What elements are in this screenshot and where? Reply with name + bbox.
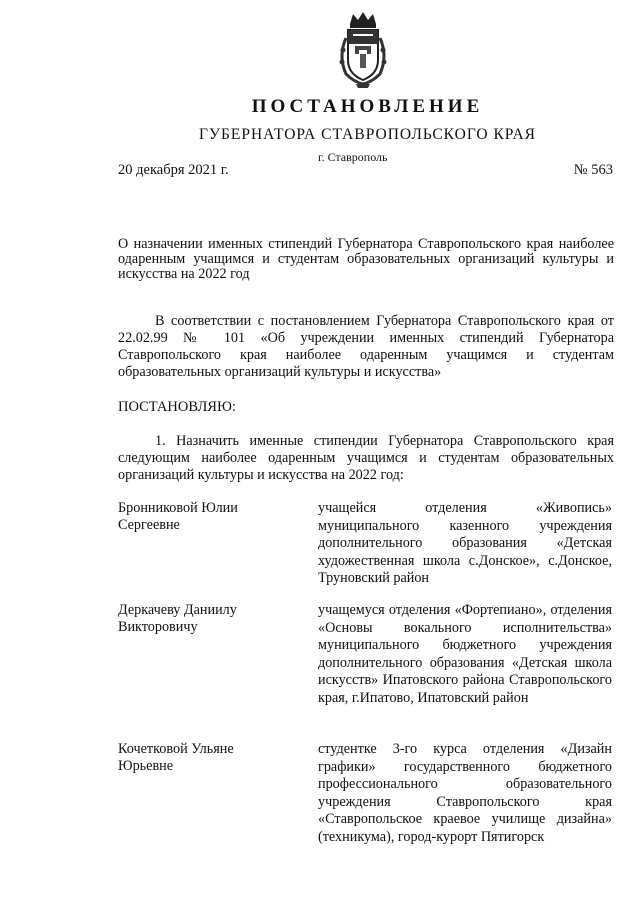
- document-date: 20 декабря 2021 г.: [118, 162, 229, 178]
- document-title: ПОСТАНОВЛЕНИЕ: [251, 96, 484, 117]
- intro-paragraph: В соответствии с постановлением Губернатора Ставропольского края от 22.02.99 № 101 «Об учреждении именных стипендий Губернатора Ставропольского края наиболее одаренным учащимся и студентам образовательных организаций культуры и искусства»: [118, 313, 614, 380]
- recipient-surname-name: Деркачеву Даниилу: [118, 602, 237, 618]
- stavropol-coat-of-arms-icon: [336, 10, 390, 88]
- document-number: № 563: [573, 162, 613, 178]
- recipient-name: [118, 602, 298, 636]
- recipient-surname-name: Кочетковой Ульяне: [118, 741, 234, 757]
- recipient-patronymic: Викторовичу: [118, 619, 198, 635]
- recipient-description: учащемуся отделения «Фортепиано», отделения «Основы вокального исполнительства» муниципального бюджетного учреждения дополнительного образования «Детская школа искусств» Ипатовского района Ставропольского края, г.Ипатово, Ипатовский район: [318, 602, 612, 706]
- recipient-description: студентке 3-го курса отделения «Дизайн графики» государственного бюджетного профессионального образовательного учреждения Ставропольского края «Ставропольское краевое училище дизайна» (техникума), город-курорт Пятигорск: [318, 741, 612, 845]
- recipient-name: [118, 741, 298, 775]
- recipient-description: учащейся отделения «Живопись» муниципального казенного учреждения дополнительного образования «Детская художественная школа с.Донское», с.Донское, Труновский район: [318, 500, 612, 586]
- recipient-patronymic: Сергеевне: [118, 517, 180, 533]
- recipient-surname-name: Бронниковой Юлии: [118, 500, 238, 516]
- document-subtitle: ГУБЕРНАТОРА СТАВРОПОЛЬСКОГО КРАЯ: [199, 126, 536, 143]
- document-heading: О назначении именных стипендий Губернатора Ставропольского края наиболее одаренным учащимся и студентам образовательных организаций культуры и искусства на 2022 год: [118, 236, 614, 282]
- recipient-patronymic: Юрьевне: [118, 758, 174, 774]
- item-1-paragraph: 1. Назначить именные стипендии Губернатора Ставропольского края следующим наиболее одаренным учащимся и студентам образовательных организаций культуры и искусства на 2022 год:: [118, 433, 614, 483]
- decree-word: ПОСТАНОВЛЯЮ:: [118, 399, 236, 415]
- document-city: г. Ставрополь: [318, 150, 388, 164]
- recipient-name: [118, 500, 298, 534]
